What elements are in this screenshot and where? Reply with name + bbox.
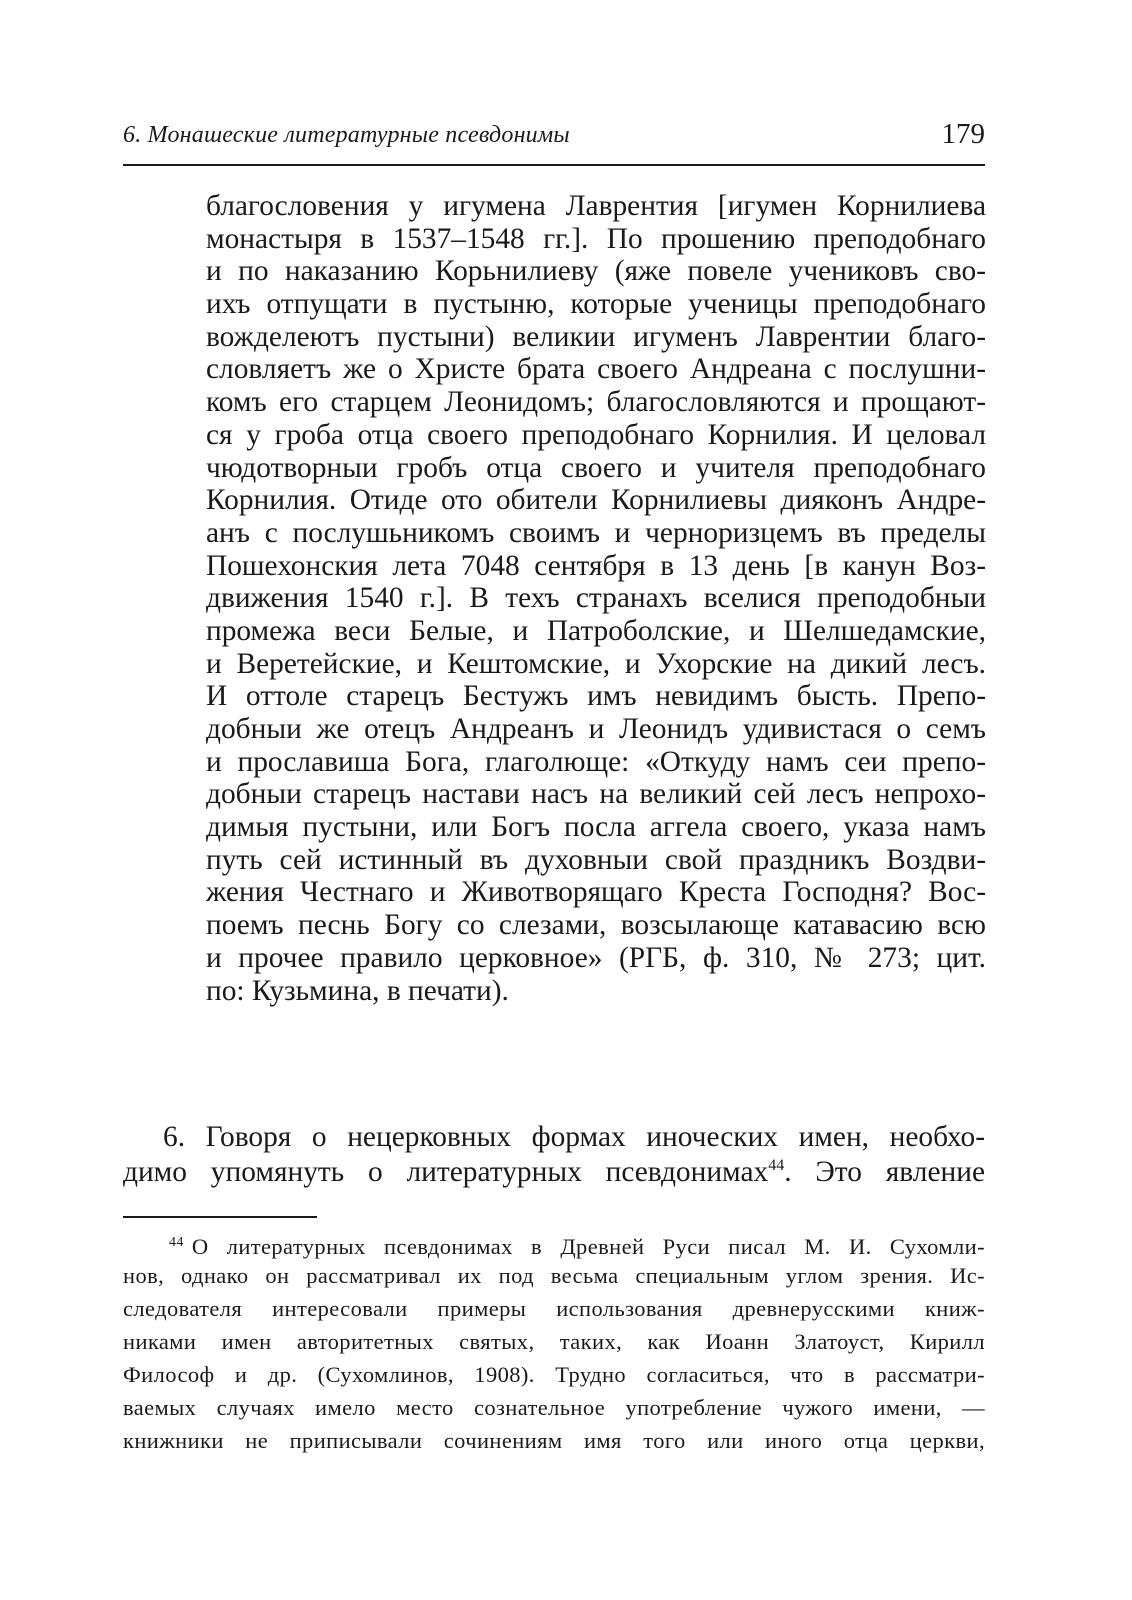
quote-line: жения Честнаго и Животворящаго Креста Господня? Вос- (206, 876, 986, 909)
footnote-line: ваемых случаях имело место сознательное употребление чужого имени, — (123, 1395, 985, 1420)
body-paragraph (123, 1120, 985, 1190)
quote-line: промежа веси Белые, и Патроболские, и Шелшедамские, (206, 614, 986, 647)
footnote-mark: 44 (169, 1235, 184, 1250)
footnote-line: следователя интересовали примеры использования древнерусскими книж- (123, 1296, 985, 1321)
quote-line: монастыря в 1537–1548 гг.]. По прошению преподобнаго (206, 222, 986, 255)
footnote-reference[interactable]: 44 (768, 1157, 785, 1175)
quote-line: по: Кузьмина, в печати). (206, 974, 509, 1007)
footnote-text: О литературных псевдонимах в Древней Руси писал М. И. Сухомли- (191, 1234, 985, 1259)
quote-line: добныи старецъ настави насъ на великий сей лесъ непрохо- (206, 778, 986, 811)
quote-line: димыя пустыни, или Богъ посла аггела своего, указа намъ (206, 811, 986, 844)
quote-line: И оттоле старецъ Бестужъ имъ невидимъ бысть. Препо- (206, 680, 986, 713)
footnote-divider (123, 1216, 317, 1218)
paragraph-text: димо упомянуть о литературных псевдонимах (123, 1156, 769, 1188)
quote-line: и прославиша Бога, глаголюще: «Откуду намъ сеи препо- (206, 745, 986, 778)
quote-line: ихъ отпущати в пустыню, которые ученицы преподобнаго (206, 288, 986, 321)
page-header (123, 118, 985, 166)
footnote (123, 1226, 985, 1457)
quote-line: движения 1540 г.]. В техъ странахъ вселися преподобныи (206, 582, 986, 615)
paragraph-line (123, 1155, 985, 1190)
footnote-line: нов, однако он рассматривал их под весьма специальным углом зрения. Ис- (123, 1263, 985, 1288)
paragraph-line: 6. Говоря о нецерковных формах иноческих имен, необхо- (163, 1121, 985, 1153)
quote-line: поемъ песнь Богу со слезами, возсылающе катавасию всю (206, 909, 986, 942)
footnote-line (123, 1226, 985, 1259)
quote-line: путь сей истинный въ духовныи свой праздникъ Воздви- (206, 843, 986, 876)
quote-line: комъ его старцем Леонидомъ; благословляются и прощают- (206, 386, 986, 419)
quote-line: словляетъ же о Христе брата своего Андреана с послушни- (206, 353, 986, 386)
quote-line: Корнилия. Отиде ото обители Корнилиевы дияконъ Андре- (206, 484, 986, 517)
block-quote (206, 190, 986, 1007)
quote-line: вожделеютъ пустыни) великии игуменъ Лаврентии благо- (206, 320, 986, 353)
quote-line: добныи же отецъ Андреанъ и Леонидъ удивистася о семъ (206, 713, 986, 745)
footnote-line: книжники не приписывали сочинениям имя того или иного отца церкви, (123, 1428, 985, 1453)
quote-line: ся у гроба отца своего преподобнаго Корнилия. И целовал (206, 418, 986, 451)
paragraph-text: . Это явление (784, 1156, 985, 1188)
footnote-line: никами имен авторитетных святых, таких, как Иоанн Златоуст, Кирилл (123, 1329, 985, 1354)
quote-line: и прочее правило церковное» (РГБ, ф. 310, № 273; цит. (206, 941, 986, 974)
quote-line: чюдотворныи гробъ отца своего и учителя преподобнаго (206, 451, 986, 484)
quote-line: Пошехонския лета 7048 сентября в 13 день [в канун Воз- (206, 549, 986, 582)
quote-line: и Веретейские, и Кештомские, и Ухорские на дикий лесъ. (206, 647, 986, 680)
quote-line: и по наказанию Корьнилиеву (яже повеле учениковъ сво- (206, 255, 986, 288)
footnote-line: Философ и др. (Сухомлинов, 1908). Трудно согласиться, что в рассматри- (123, 1362, 985, 1387)
quote-line: анъ с послушьникомъ своимъ и черноризцемъ въ пределы (206, 516, 986, 549)
quote-line: благословения у игумена Лаврентия [игумен Корнилиева (206, 190, 986, 222)
running-title: 6. Монашеские литературные псевдонимы (123, 122, 570, 148)
page-number: 179 (941, 118, 985, 150)
